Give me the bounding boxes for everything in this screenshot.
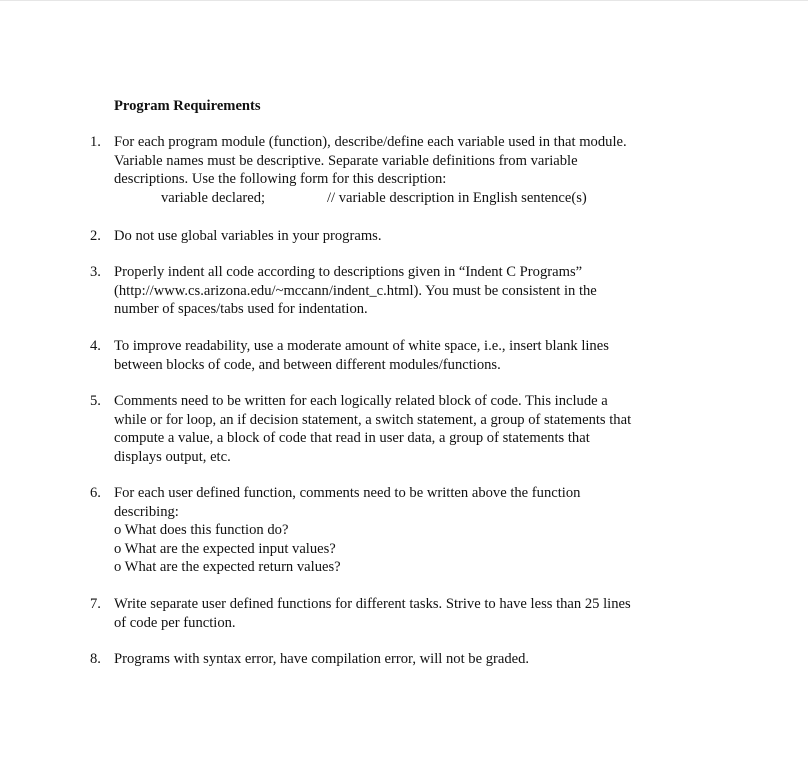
text-line: while or for loop, an if decision statement, a switch statement, a group of statements that	[114, 411, 632, 428]
list-item-number: 8.	[90, 651, 101, 667]
list-item-text	[114, 392, 694, 466]
list-item-text	[114, 263, 694, 319]
text-line: displays output, etc.	[114, 448, 231, 465]
list-item-text	[114, 484, 694, 577]
text-line: between blocks of code, and between different modules/functions.	[114, 356, 501, 373]
list-item-number: 1.	[90, 134, 101, 150]
variable-description-example: // variable description in English sentence(s)	[327, 189, 587, 206]
text-line: of code per function.	[114, 614, 236, 631]
text-line: Comments need to be written for each logically related block of code. This include a	[114, 393, 608, 409]
list-item-number: 2.	[90, 228, 101, 244]
text-line: Programs with syntax error, have compilation error, will not be graded.	[114, 651, 530, 667]
list-item-number: 4.	[90, 338, 101, 354]
text-line: (http://www.cs.arizona.edu/~mccann/indent_c.html). You must be consistent in the	[114, 282, 597, 299]
list-item-text	[114, 337, 694, 374]
variable-example-row	[114, 189, 694, 208]
text-line: Do not use global variables in your programs.	[114, 228, 382, 244]
text-line: compute a value, a block of code that read in user data, a group of statements that	[114, 430, 590, 447]
list-item-text	[114, 227, 694, 246]
text-line: Variable names must be descriptive. Separate variable definitions from variable	[114, 152, 578, 169]
text-line: descriptions. Use the following form for this description:	[114, 171, 447, 188]
variable-declared-example: variable declared;	[161, 189, 266, 206]
text-line: For each user defined function, comments need to be written above the function	[114, 485, 581, 501]
bullet-line: o What are the expected input values?	[114, 540, 336, 557]
list-item-number: 3.	[90, 264, 101, 280]
text-line: To improve readability, use a moderate amount of white space, i.e., insert blank lines	[114, 338, 609, 354]
text-line: describing:	[114, 503, 179, 520]
list-item-text	[114, 595, 694, 632]
bullet-line: o What does this function do?	[114, 522, 289, 539]
list-item-number: 7.	[90, 596, 101, 612]
list-item-number: 6.	[90, 485, 101, 501]
list-item-text	[114, 133, 694, 207]
bullet-line: o What are the expected return values?	[114, 559, 341, 576]
text-line: number of spaces/tabs used for indentation.	[114, 301, 368, 318]
page-title: Program Requirements	[114, 98, 261, 114]
text-line: For each program module (function), describe/define each variable used in that module.	[114, 134, 627, 150]
text-line: Write separate user defined functions for different tasks. Strive to have less than 25 lines	[114, 596, 631, 612]
list-item-text	[114, 650, 694, 669]
text-line: Properly indent all code according to descriptions given in “Indent C Programs”	[114, 264, 583, 280]
list-item-number: 5.	[90, 393, 101, 409]
